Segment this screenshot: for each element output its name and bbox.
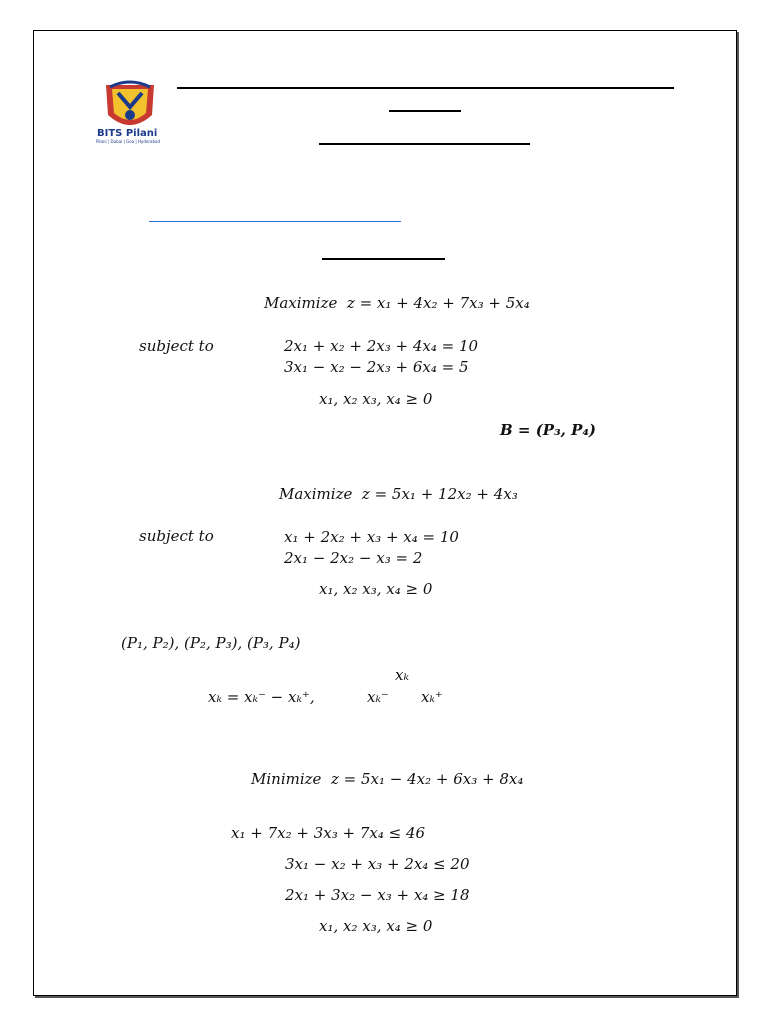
p1-constraint-2: 3x₁ − x₂ − 2x₃ + 6x₄ = 5 (284, 358, 469, 376)
heading-rule (319, 143, 530, 145)
p2-constraint-2: 2x₁ − 2x₂ − x₃ = 2 (284, 549, 423, 567)
p1-objective: Maximize z = x₁ + 4x₂ + 7x₃ + 5x₄ (264, 294, 530, 312)
p2-substitution: xₖ = xₖ⁻ − xₖ⁺, (208, 688, 315, 706)
p3-nonnegativity: x₁, x₂ x₃, x₄ ≥ 0 (319, 917, 433, 935)
p3-constraint-2: 3x₁ − x₂ + x₃ + 2x₄ ≤ 20 (285, 855, 470, 873)
p2-xk-plus: xₖ⁺ (421, 688, 443, 706)
page-border (33, 30, 737, 996)
logo-campuses: Pilani | Dubai | Goa | Hyderabad (96, 139, 161, 144)
p1-constraint-1: 2x₁ + x₂ + 2x₃ + 4x₄ = 10 (284, 337, 479, 355)
hyperlink-rule[interactable] (149, 221, 401, 222)
p1-subject-to: subject to (139, 337, 214, 355)
logo-wordmark: BITS Pilani (97, 128, 158, 139)
p2-constraint-1: x₁ + 2x₂ + x₃ + x₄ = 10 (284, 528, 459, 546)
p3-constraint-1: x₁ + 7x₂ + 3x₃ + 7x₄ ≤ 46 (231, 824, 426, 842)
title-rule (177, 87, 674, 89)
p2-objective: Maximize z = 5x₁ + 12x₂ + 4x₃ (279, 485, 518, 503)
p2-nonnegativity: x₁, x₂ x₃, x₄ ≥ 0 (319, 580, 433, 598)
p2-xk-minus: xₖ⁻ (367, 688, 389, 706)
p2-subject-to: subject to (139, 527, 214, 545)
p1-basis: B = (P₃, P₄) (500, 421, 597, 439)
subtitle-rule (389, 110, 461, 112)
p3-objective: Minimize z = 5x₁ − 4x₂ + 6x₃ + 8x₄ (251, 770, 524, 788)
p1-nonnegativity: x₁, x₂ x₃, x₄ ≥ 0 (319, 390, 433, 408)
p2-basis-pairs: (P₁, P₂), (P₂, P₃), (P₃, P₄) (121, 634, 301, 652)
p2-xk: xₖ (395, 666, 409, 684)
p3-constraint-3: 2x₁ + 3x₂ − x₃ + x₄ ≥ 18 (285, 886, 470, 904)
section-rule (322, 258, 445, 260)
